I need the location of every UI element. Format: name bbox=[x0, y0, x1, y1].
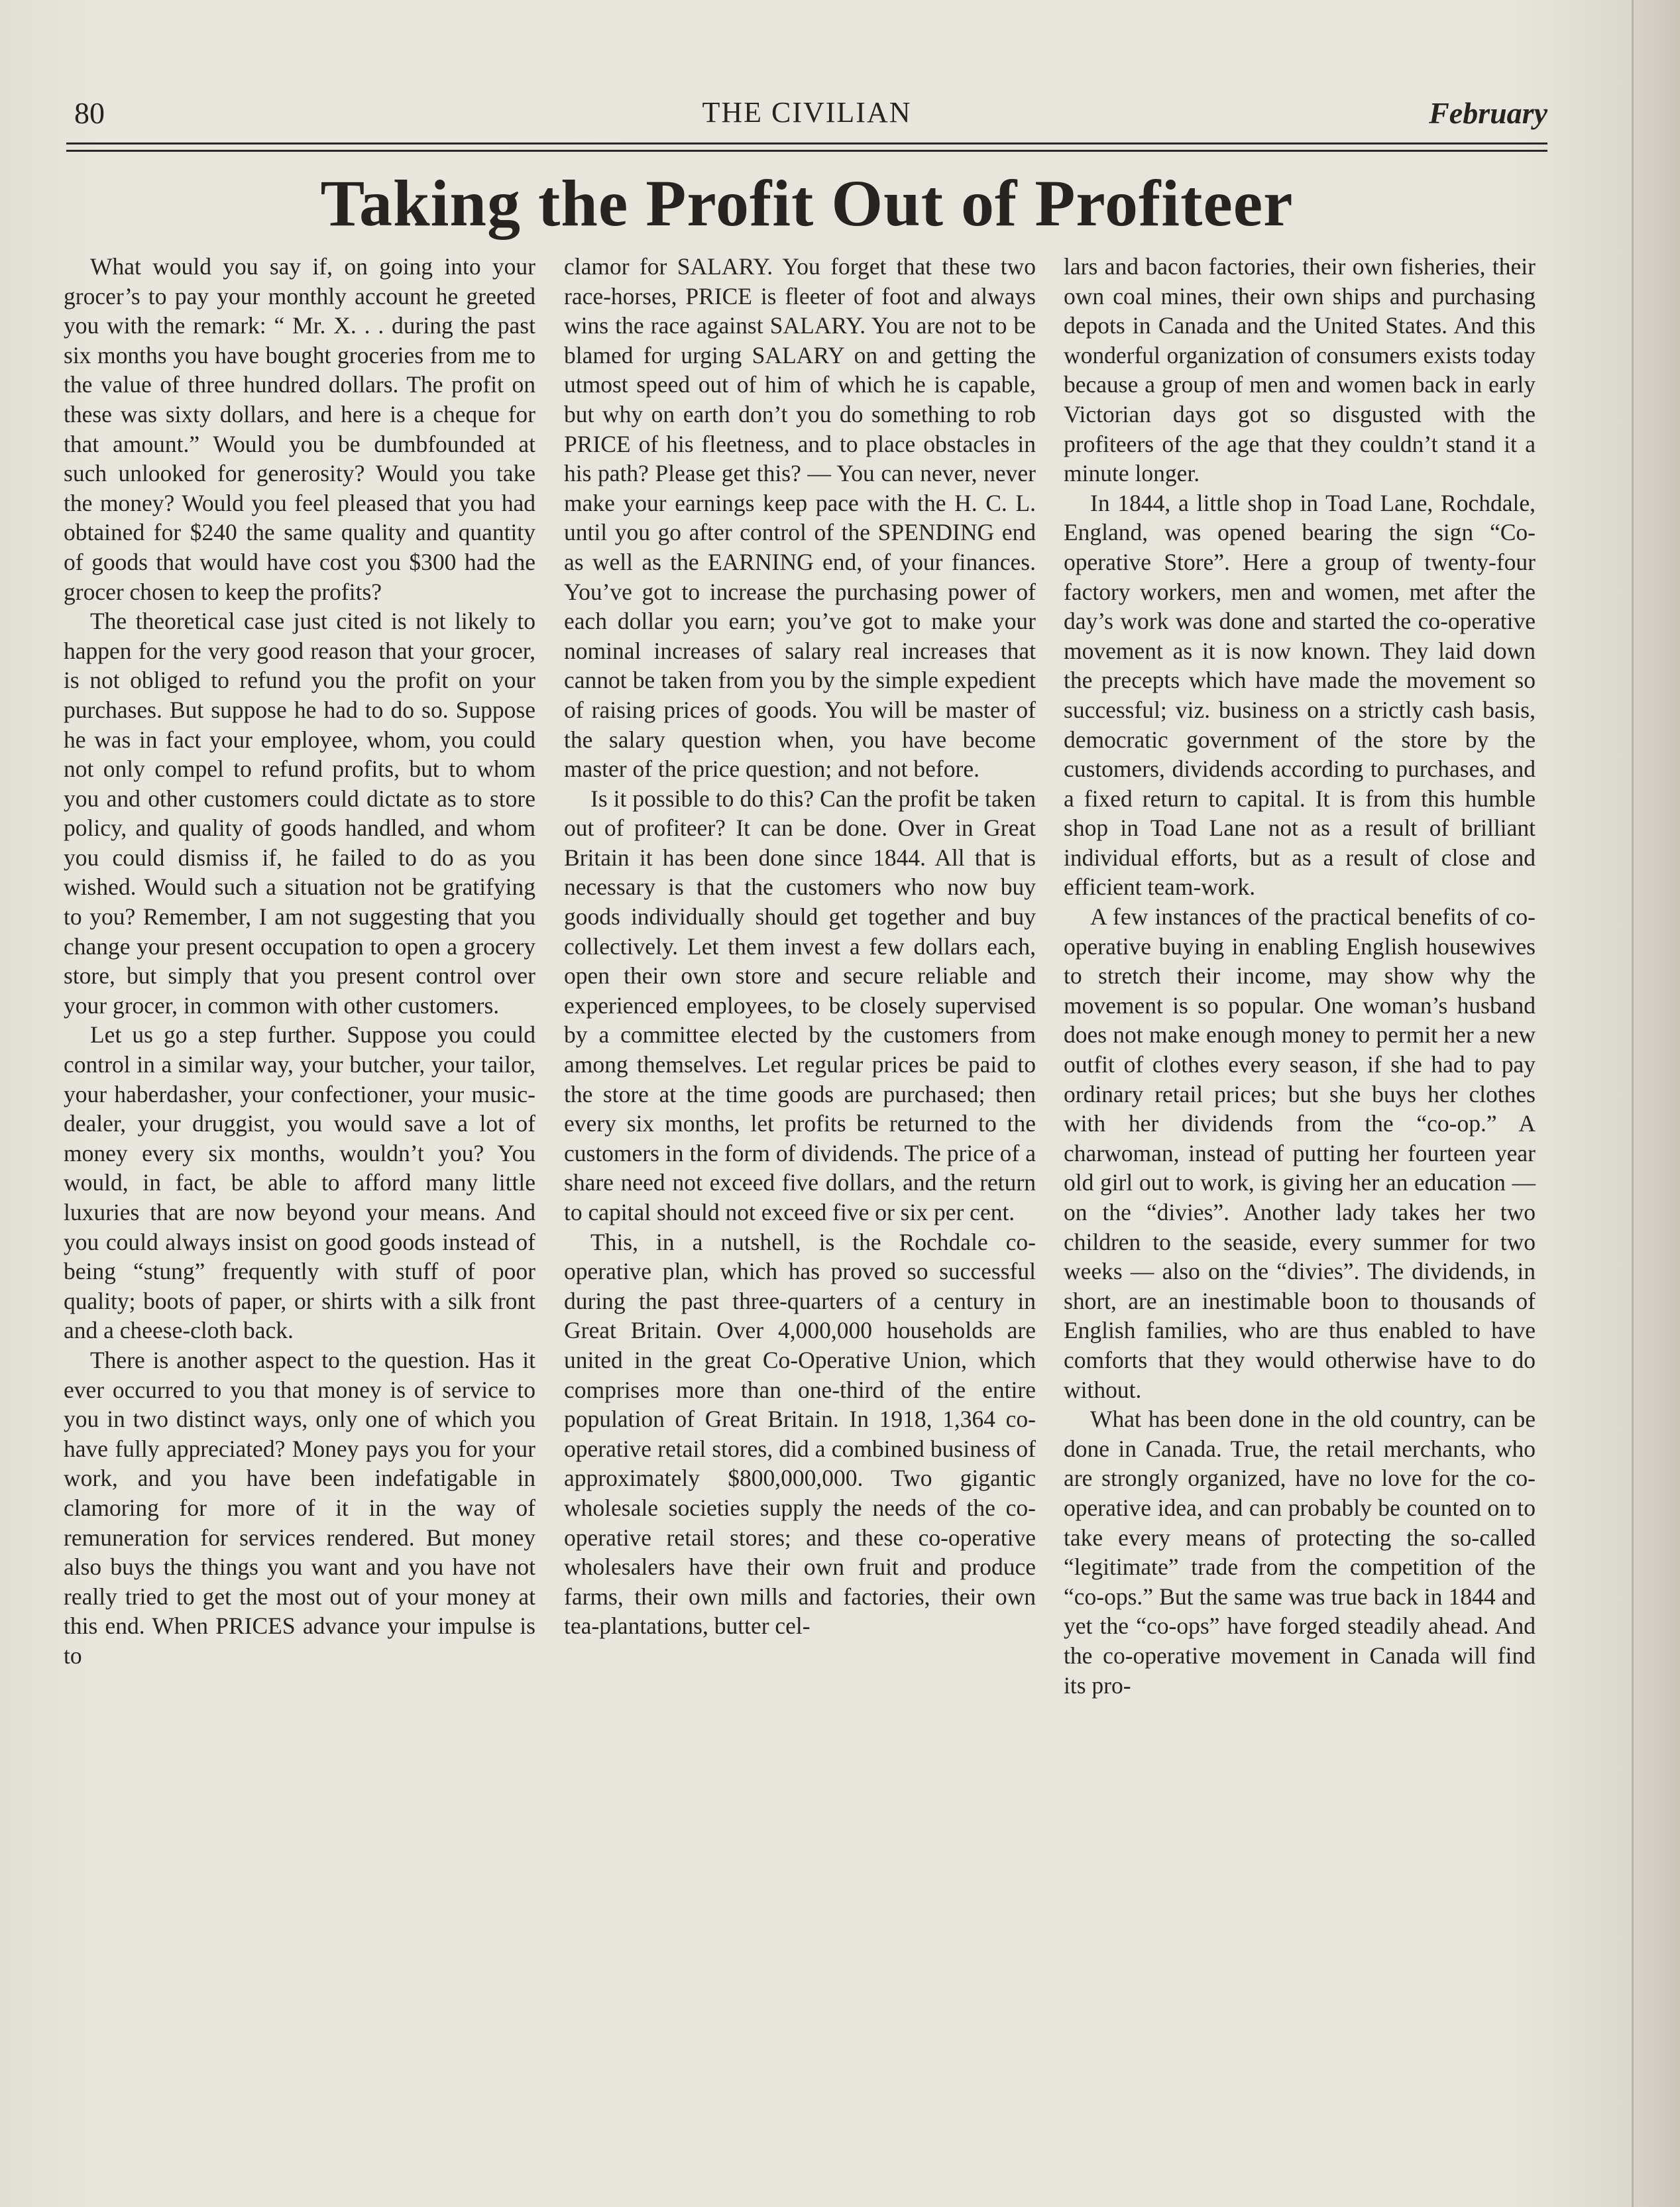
paragraph: What has been done in the old country, can be done in Canada. True, the retail merchants, who are strongly organized, have no love for the co-operative idea, and can probably be counted on to take every means of protecting the so-called “legitimate” trade from the competition of the “co-ops.” But the same was true back in 1844 and yet the “co-ops” have forged steadily ahead. And the co-operative movement in Canada will find its pro- bbox=[1064, 1406, 1536, 1699]
paragraph: Let us go a step further. Suppose you could control in a similar way, your butcher, your tailor, your haberdasher, your confectioner, your music-dealer, your druggist, you would save a lot of money every six months, wouldn’t you? You would, in fact, be able to afford many little luxuries that are now beyond your means. And you could always insist on good goods instead of being “stung” frequently with stuff of poor quality; boots of paper, or shirts with a silk front and a cheese-cloth back. bbox=[64, 1021, 535, 1344]
paragraph: clamor for SALARY. You forget that these two race-horses, PRICE is fleeter of foot and always wins the race against SALARY. You are not to be blamed for urging SALARY on and getting the utmost speed out of him of which he is capable, but why on earth don’t you do something to rob PRICE of his fleetness, and to place obstacles in his path? Please get this? — You can never, never make your earnings keep pace with the H. C. L. until you go after control of the SPENDING end as well as the EARNING end, of your finances. You’ve got to increase the purchasing power of each dollar you earn; you’ve got to make your nominal increases of salary real increases that cannot be taken from you by the simple expedient of raising prices of goods. You will be master of the salary question when, you have become master of the price question; and not before. bbox=[564, 253, 1036, 783]
paragraph: The theoretical case just cited is not likely to happen for the very good reason that your grocer, is not obliged to refund you the profit on your purchases. But suppose he had to do so. Suppose he was in fact your employee, whom, you could not only compel to refund profits, but to whom you and other customers could dictate as to store policy, and quality of goods handled, and whom you could dismiss if, he failed to do as you wished. Would such a situation not be gratifying to you? Remember, I am not suggesting that you change your present occupation to open a grocery store, but simply that you present control over your grocer, in common with other customers. bbox=[64, 608, 535, 1019]
page-number: 80 bbox=[74, 96, 105, 130]
running-header bbox=[66, 93, 1547, 139]
text-column-2 bbox=[564, 252, 1036, 1641]
paragraph: lars and bacon factories, their own fisheries, their own coal mines, their own ships and purchasing depots in Canada and the United States. And this wonderful organization of consumers exists today because a group of men and women back in early Victorian days got so disgusted with the profiteers of the age that they couldn’t stand it a minute longer. bbox=[1064, 253, 1536, 487]
paragraph: There is another aspect to the question. Has it ever occurred to you that money is of service to you in two distinct ways, only one of which you have fully appreciated? Money pays you for your work, and you have been indefatigable in clamoring for more of it in the way of remuneration for services rendered. But money also buys the things you want and you have not really tried to get the most out of your money at this end. When PRICES advance your impulse is to bbox=[64, 1346, 535, 1669]
text-column-3 bbox=[1064, 252, 1536, 1700]
text-column-1 bbox=[64, 252, 535, 1671]
header-double-rule bbox=[66, 142, 1547, 152]
page-edge bbox=[1632, 0, 1680, 2207]
paragraph: What would you say if, on going into your grocer’s to pay your monthly account he greeted you with the remark: “ Mr. X. . . during the past six months you have bought groceries from me to the value of three hundred dollars. The profit on these was sixty dollars, and here is a cheque for that amount.” Would you be dumbfounded at such unlooked for generosity? Would you take the money? Would you feel pleased that you had obtained for $240 the same quality and quantity of goods that would have cost you $300 had the grocer chosen to keep the profits? bbox=[64, 253, 535, 605]
paragraph: This, in a nutshell, is the Rochdale co-operative plan, which has proved so successful during the past three-quarters of a century in Great Britain. Over 4,000,000 households are united in the great Co-Operative Union, which comprises more than one-third of the entire population of Great Britain. In 1918, 1,364 co-operative retail stores, did a combined business of approximately $800,000,000. Two gigantic wholesale societies supply the needs of the co-operative retail stores; and these co-operative wholesalers have their own fruit and produce farms, their own mills and factories, their own tea-plantations, butter cel- bbox=[564, 1228, 1036, 1640]
article-title: Taking the Profit Out of Profiteer bbox=[320, 166, 1294, 240]
publication-title: THE CIVILIAN bbox=[702, 96, 912, 129]
issue-month: February bbox=[1429, 96, 1547, 130]
paragraph: Is it possible to do this? Can the profit be taken out of profiteer? It can be done. Over in Great Britain it has been done since 1844. All that is necessary is that the customers who now buy goods individually should get together and buy collectively. Let them invest a few dollars each, open their own store and secure reliable and experienced employees, to be closely supervised by a committee elected by the customers from among themselves. Let regular prices be paid to the store at the time goods are purchased; then every six months, let profits be returned to the customers in the form of dividends. The price of a share need not exceed five dollars, and the return to capital should not exceed five or six per cent. bbox=[564, 785, 1036, 1225]
paragraph: A few instances of the practical benefits of co-operative buying in enabling English housewives to stretch their income, may show why the movement is so popular. One woman’s husband does not make enough money to permit her a new outfit of clothes every season, if she had to pay ordinary retail prices; but she buys her clothes with her dividends from the “co-op.” A charwoman, instead of putting her fourteen year old girl out to work, is giving her an education — on the “divies”. Another lady takes her two children to the seaside, every summer for two weeks — also on the “divies”. The dividends, in short, are an inestimable boon to thousands of English families, who are thus enabled to have comforts that they would otherwise have to do without. bbox=[1064, 903, 1536, 1403]
paragraph: In 1844, a little shop in Toad Lane, Rochdale, England, was opened bearing the sign “Co-operative Store”. Here a group of twenty-four factory workers, men and women, met after the day’s work was done and started the co-operative movement as it is now known. They laid down the precepts which have made the movement so successful; viz. business on a strictly cash basis, democratic government of the store by the customers, dividends according to purchases, and a fixed return to capital. It is from this humble shop in Toad Lane not as a result of brilliant individual efforts, but as a result of close and efficient team-work. bbox=[1064, 489, 1536, 901]
